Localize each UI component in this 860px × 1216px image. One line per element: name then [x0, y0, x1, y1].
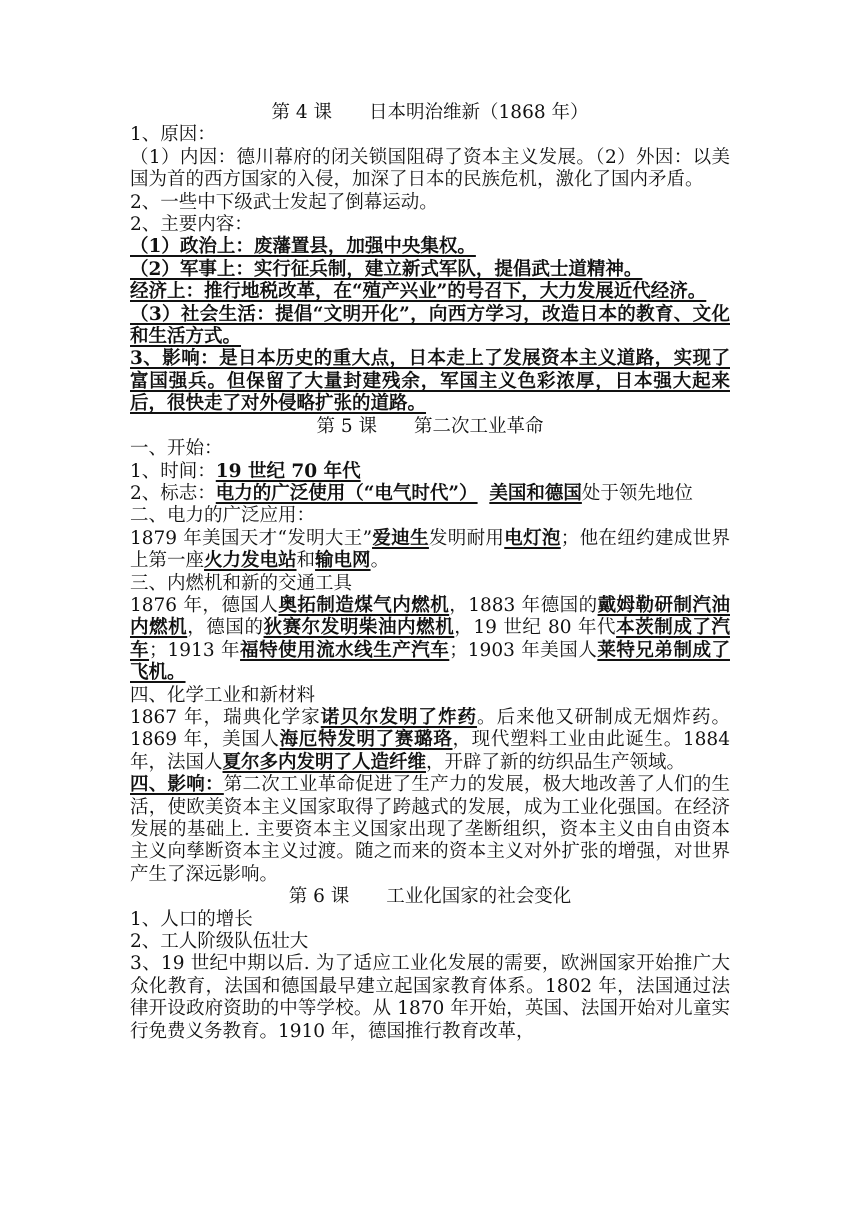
- body-text: 四、化学工业和新材料: [130, 684, 316, 706]
- key-point-text: 经济上：推行地税改革，在“殖产兴业”的号召下，大力发展近代经济。: [130, 281, 707, 303]
- key-point-text: 电灯泡: [504, 527, 561, 549]
- key-point-text: 福特使用流水线生产汽车: [240, 639, 450, 661]
- key-point-text: 海厄特发明了赛璐珞: [279, 729, 453, 751]
- key-point-text: 诺贝尔发明了炸药: [320, 706, 478, 728]
- paragraph: [130, 259, 730, 281]
- paragraph: [130, 236, 730, 258]
- body-text: 处于领先地位: [581, 482, 693, 504]
- paragraph: [130, 192, 730, 214]
- body-text: ，19 世纪 80 年代: [454, 617, 617, 639]
- body-text: 1、时间：: [130, 460, 216, 482]
- body-text: 1、人口的增长: [130, 908, 253, 930]
- body-text: ，1883 年德国的: [449, 594, 598, 616]
- key-point-text: 狄赛尔发明柴油内燃机: [263, 617, 455, 639]
- paragraph: [130, 483, 730, 505]
- key-point-text: 火力发电站: [204, 550, 297, 572]
- document-page: [130, 102, 736, 1043]
- key-point-text: 19 世纪 70 年代: [215, 460, 361, 482]
- paragraph: [130, 281, 730, 303]
- key-point-text: 输电网: [315, 550, 371, 572]
- paragraph: [130, 953, 730, 1043]
- key-point-text: （2）军事上：实行征兵制，建立新式军队，提倡武士道精神。: [130, 258, 643, 280]
- body-text: （1）内因：德川幕府的闭关锁国阻碍了资本主义发展。（2）外因：以美国为首的西方国家的入侵，加深了日本的民族危机，激化了国内矛盾。: [130, 146, 730, 191]
- body-text: 1867 年，瑞典化学家: [130, 706, 321, 728]
- paragraph: [130, 685, 730, 707]
- body-text: 2、主要内容：: [130, 214, 253, 236]
- paragraph: [130, 909, 730, 931]
- paragraph: [130, 438, 730, 460]
- body-text: 发明耐用: [428, 527, 505, 549]
- paragraph: [130, 505, 730, 527]
- paragraph: [130, 931, 730, 953]
- body-text: 第二次工业革命促进了生产力的发展，极大地改善了人们的生活，使欧美资本主义国家取得了跨越式的发展，成为工业化强国。在经济发展的基础上. 主要资本主义国家出现了垄断组织，资本主义由自由资本主义向孳断资本主义过渡。随之而来的资本主义对外扩张的增强，对世界产生了深远影响。: [130, 774, 730, 885]
- paragraph: [130, 528, 730, 573]
- body-text: 2、一些中下级武士发起了倒幕运动。: [130, 191, 438, 213]
- body-text: ；1903 年美国人: [449, 639, 598, 661]
- key-point-text: （1）政治上：废藩置县，加强中央集权。: [130, 236, 476, 258]
- paragraph: [130, 774, 730, 886]
- body-text: 2、标志：: [130, 482, 216, 504]
- body-text: 。后来他又研制成无烟炸药。1869 年，美国人: [130, 706, 730, 751]
- paragraph: [130, 706, 736, 774]
- key-point-text: 美国和德国: [489, 482, 582, 504]
- key-point-text: 本茨制成了汽车: [130, 617, 730, 661]
- body-text: ；1913 年: [149, 639, 241, 661]
- lesson-title: 第 6 课 工业化国家的社会变化: [288, 886, 572, 908]
- key-point-text: 夏尔多内发明了人造纤维: [222, 751, 427, 773]
- body-text: 二、电力的广泛应用：: [130, 505, 316, 527]
- key-point-text: 电力的广泛使用（“电气时代”）: [215, 482, 478, 504]
- paragraph: [130, 147, 730, 192]
- key-point-text: 爱迪生: [372, 527, 429, 549]
- lesson-title: 第 5 课 第二次工业革命: [316, 415, 544, 437]
- paragraph: [130, 573, 730, 595]
- key-point-text: 莱特兄弟制成了飞机。: [130, 639, 730, 684]
- body-text: 。: [370, 550, 390, 572]
- key-point-text: 奥拓制造煤气内燃机: [278, 594, 450, 616]
- body-text: ；他在纽约建成世界上第一座: [130, 527, 730, 572]
- body-text: ，开辟了新的纺织品生产领域。: [426, 751, 686, 773]
- key-point-text: （3）社会生活：提倡“文明开化”，向西方学习，改造日本的教育、文化和生活方式。: [130, 303, 730, 348]
- paragraph: [130, 595, 730, 685]
- paragraph: [130, 348, 730, 415]
- paragraph: [130, 304, 730, 349]
- key-point-text: 戴姆勒研制汽油内燃机: [130, 594, 730, 639]
- paragraph: [130, 214, 730, 236]
- body-text: 和: [296, 550, 316, 572]
- body-text: [478, 483, 490, 504]
- body-text: 1876 年，德国人: [130, 594, 279, 616]
- lesson-title: 第 4 课 日本明治维新（1868 年）: [271, 102, 589, 123]
- body-text: 三、内燃机和新的交通工具: [130, 572, 353, 594]
- body-text: 2、工人阶级队伍壮大: [130, 931, 309, 953]
- paragraph: [130, 124, 730, 146]
- body-text: ，德国的: [187, 617, 264, 639]
- paragraph: [130, 461, 730, 483]
- body-text: 一、开始：: [130, 438, 223, 460]
- body-text: 1879 年美国天才“发明大王”: [130, 527, 373, 549]
- body-text: ，现代塑料工业由此诞生。1884 年，法国人: [130, 729, 736, 773]
- key-point-text: 3、影响：是日本历史的重大点，日本走上了发展资本主义道路，实现了富国强兵。但保留了大量封建残余，军国主义色彩浓厚，日本强大起来后，很快走了对外侵略扩张的道路。: [130, 348, 730, 415]
- key-point-text: 四、影响：: [130, 774, 224, 796]
- body-text: 3、19 世纪中期以后. 为了适应工业化发展的需要，欧洲国家开始推广大众化教育，法国和德国最早建立起国家教育体系。1802 年，法国通过法律开设政府资助的中等学校。从 1870 年开始，英国、法国开始对儿童实行免费义务教育。1910 年，德国推行教育改革，: [130, 953, 730, 1042]
- body-text: 1、原因：: [130, 124, 216, 146]
